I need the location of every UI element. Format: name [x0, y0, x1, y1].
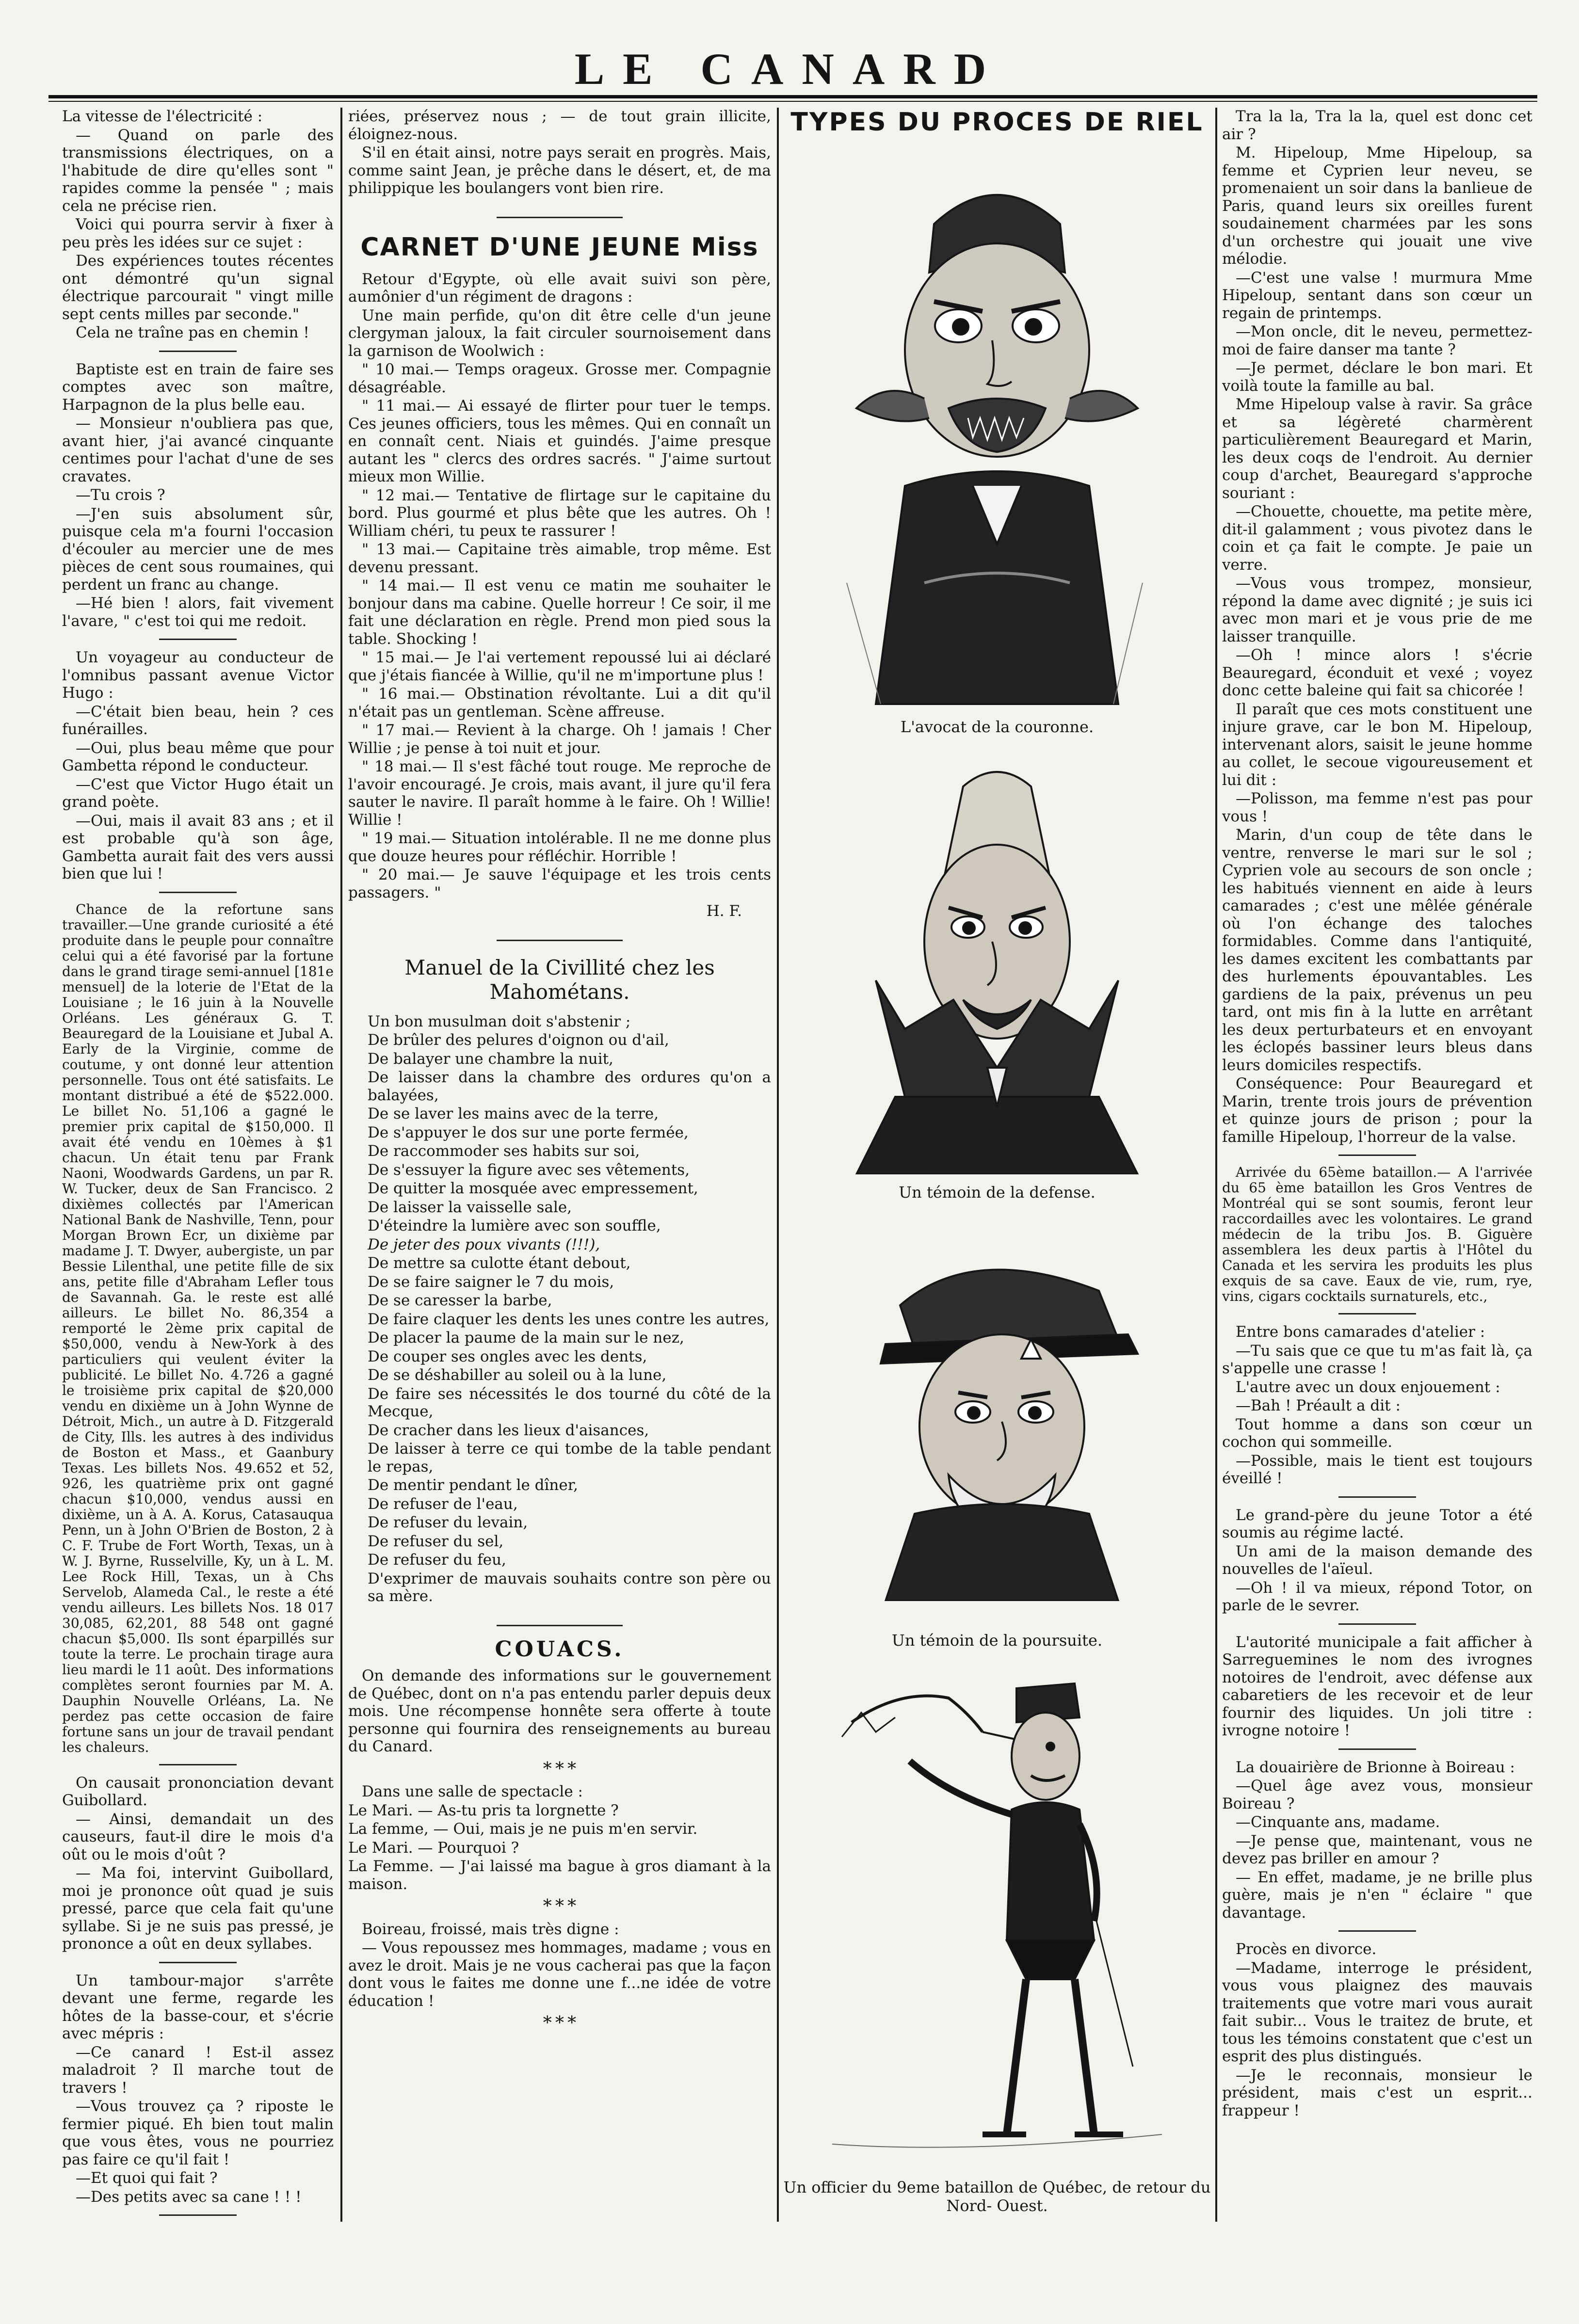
manuel-rule: De jeter des poux vivants (!!!),	[368, 1235, 600, 1253]
article-paragraph: Un tambour-major s'arrête devant une ferme, regarde les hôtes de la basse-cour, et s'écrie avec mépris :	[62, 1971, 334, 2042]
manuel-list	[348, 1013, 771, 1605]
manuel-rule: De couper ses ongles avec les dents,	[368, 1347, 647, 1365]
manuel-rule: De s'appuyer le dos sur une porte fermée,	[368, 1123, 689, 1141]
divider	[1338, 1496, 1416, 1498]
article-paragraph: Un voyageur au conducteur de l'omnibus passant avenue Victor Hugo :	[62, 649, 334, 702]
stars-separator: * * *	[543, 1896, 577, 1916]
article-paragraph: Il paraît que ces mots constituent une injure grave, car le bon M. Hipeloup, intervenant alors, saisit le jeune homme au collet, le secoue vigoureusement et lui dit :	[1222, 700, 1532, 789]
divider	[159, 892, 237, 893]
divider	[159, 1764, 237, 1765]
manuel-rule: De se laver les mains avec de la terre,	[368, 1105, 659, 1122]
carnet-signature: H. F.	[706, 902, 742, 920]
article-paragraph: —Possible, mais le tient est toujours éveillé !	[1222, 1452, 1532, 1487]
caption-prosecution-witness: Un témoin de la poursuite.	[891, 1631, 1103, 1650]
article-paragraph: —Tu sais que ce que tu m'as fait là, ça s'appelle une crasse !	[1222, 1342, 1532, 1377]
manuel-rule: De mettre sa culotte étant debout,	[368, 1254, 631, 1272]
article-paragraph: —Oui, mais il avait 83 ans ; et il est probable qu'à son âge, Gambetta aurait fait des vers aussi bien que lui !	[62, 812, 334, 882]
article-paragraph: —Et quoi qui fait ?	[76, 2169, 218, 2187]
masthead: LE CANARD	[574, 44, 1005, 94]
article-paragraph: —Bah ! Préault a dit :	[1236, 1397, 1401, 1414]
manuel-rule: De brûler des pelures d'oignon ou d'ail,	[368, 1031, 669, 1049]
article-paragraph: —Ce canard ! Est-il assez maladroit ? Il marche tout de travers !	[62, 2043, 334, 2097]
column-divider	[1215, 108, 1217, 2222]
divider	[1338, 1154, 1416, 1156]
article-paragraph: —C'est que Victor Hugo était un grand poète.	[62, 775, 334, 811]
article-paragraph: L'autre avec un doux enjouement :	[1236, 1378, 1500, 1396]
article-paragraph: M. Hipeloup, Mme Hipeloup, sa femme et Cyprien leur neveu, se promenaient un soir dans la banlieue de Paris, quand leurs six oreilles furent soudainement charmées par les sons d'un orchestre qui jouait une vive mélodie.	[1222, 144, 1532, 268]
article-paragraph: La vitesse de l'électricité :	[62, 108, 263, 125]
manuel-rule: De s'essuyer la figure avec ses vêtements,	[368, 1161, 690, 1179]
article-paragraph: —Oui, plus beau même que pour Gambetta répond le conducteur.	[62, 739, 334, 774]
article-paragraph: —Vous trouvez ça ? riposte le fermier piqué. Eh bien tout malin que vous êtes, vous ne pourriez pas faire ce qu'il fait !	[62, 2098, 334, 2168]
carnet-entry: " 15 mai.— Je l'ai vertement repoussé lui ai déclaré que j'étais fiancée à Willie, qu'il ne m'importune plus !	[348, 649, 771, 684]
article-paragraph: Le grand-père du jeune Totor a été soumis au régime lacté.	[1222, 1506, 1532, 1541]
manuel-rule: Un bon musulman doit s'abstenir ;	[368, 1012, 631, 1030]
divider	[497, 940, 623, 941]
manuel-rule: De quitter la mosquée avec empressement,	[368, 1180, 698, 1197]
caricature-defense-witness	[782, 757, 1212, 1174]
article-paragraph: Tout homme a dans son cœur un cochon qui sommeille.	[1222, 1415, 1532, 1451]
article-paragraph: L'autorité municipale a fait afficher à Sarreguemines le nom des ivrognes notoires de l'endroit, avec défense aux cabaretiers de les recevoir et de leur fournir des liquides. Un joli titre : ivrogne notoire !	[1222, 1633, 1532, 1739]
article-paragraph: Marin, d'un coup de tête dans le ventre, renverse le mari sur le sol ; Cyprien vole au secours de son oncle ; les habitués viennent en aide à leurs camarades ; c'est une mêlée générale où l'on échange des taloches formidables. Comme dans l'antiquité, les dames excitent les combattants par des hurlements épouvantables. Les gardiens de la paix, prévenus un peu tard, ont mis fin à la lutte en arrêtant les deux perturbateurs et en envoyant les éclopés bassiner leurs bleus dans leurs domiciles respectifs.	[1222, 826, 1532, 1074]
article-paragraph: Arrivée du 65ème bataillon.— A l'arrivée du 65 ème bataillon les Gros Ventres de Montréal qui se sont soumis, feront leur raccordailles avec les volontaires. Le grand médecin de la tribu Jos. B. Giguère assemblera les deux partis à l'Hôtel du Canada et les servira les produits les plus exquis de sa cave. Eaux de vie, rum, rye, vins, cigars cocktails surnaturels, etc.,	[1222, 1164, 1532, 1304]
article-paragraph: Voici qui pourra servir à fixer à peu près les idées sur ce sujet :	[62, 216, 334, 251]
article-paragraph: Chance de la refortune sans travailler.—Une grande curiosité a été produite dans le peuple pour connaître celui qui a été favorisé par la fortune dans le grand tirage semi-annuel [181e mensuel] de la loterie de l'Etat de la Louisiane ; le 16 juin à la Nouvelle Orléans. Les généraux G. T. Beauregard de la Louisiane et Jubal A. Early de la Virginie, comme de coutume, y ont donné leur attention personnelle. Tous ont été satisfaits. Le montant distribué a été de $522.000. Le billet No. 51,106 a gagné le premier prix capital de $150,000. Il avait été vendu en 10èmes à $1 chacun. Un était tenu par Frank Naoni, Woodwards Gardens, un par R. W. Tucker, deux de San Francisco. 2 dixièmes collectés par l'American National Bank de Nashville, Tenn, pour Morgan Brown Ecr, un dixième par madame J. T. Dwyer, aubergiste, un par Bessie Lilenthal, une petite fille de six ans, petite fille d'Abraham Lefler tous de Savannah. Ga. le reste est allé ailleurs. Le billet No. 86,354 a remporté le 2ème prix capital de $50,000, vendu à New-York à des particuliers qui veulent éviter la publicité. Le billet No. 4.726 a gagné le troisième prix capital de $20,000 vendu en dixième un à John Wynne de Détroit, Mich., un autre à D. Fitzgerald de City, Ills. les autres à des individus de Boston et Mass., et Gaanbury Texas. Les billets Nos. 49.652 et 52, 926, les quatrième prix ont gagné chacun $10,000, vendus aussi en dixième, un à A. A. Korus, Catasauqua Penn, un à John O'Brien de Boston, 2 à C. F. Trube de Fort Worth, Texas, un à W. J. Byrne, Russelville, Ky, un à L. M. Lee Rock Hill, Texas, un à Chs Servelob, Alameda Cal., le reste a été vendu ailleurs. Les billets Nos. 18 017 30,085, 62,201, 88 548 ont gagné chacun $5,000. Ils sont éparpillés sur toute la terre. Le prochain tirage aura lieu mardi le 11 août. Des informations complètes seront fournies par M. A. Dauphin Nouvelle Orléans, La. Ne perdez pas cette occasion de faire fortune sans un jour de travail pendant les chaleurs.	[62, 901, 334, 1755]
article-paragraph: —Quel âge avez vous, monsieur Boireau ?	[1222, 1777, 1532, 1812]
article-paragraph: — Monsieur n'oubliera pas que, avant hier, j'ai avancé cinquante centimes pour l'achat d'une de ses cravates.	[62, 415, 334, 485]
caricature-crown-lawyer	[782, 146, 1212, 709]
article-paragraph: —J'en suis absolument sûr, puisque cela m'a fourni l'occasion d'écouler au mercier une de mes pièces de cent sous roumaines, qui perdent un franc au change.	[62, 505, 334, 593]
manuel-rule: De placer la paume de la main sur le nez,	[368, 1329, 684, 1346]
caricature-prosecution-witness	[782, 1223, 1212, 1601]
couacs-title: COUACS.	[495, 1636, 625, 1662]
column-4	[1222, 108, 1532, 2222]
article-paragraph: — En effet, madame, je ne brille plus guère, mais je n'en " éclaire " que davantage.	[1222, 1868, 1532, 1922]
manuel-rule: De faire ses nécessités le dos tourné du côté de la Mecque,	[368, 1385, 771, 1420]
article-paragraph: —Tu crois ?	[76, 486, 165, 504]
article-paragraph: —Madame, interroge le président, vous vous plaignez des mauvais traitements que votre mari vous aurait fait subir... Vous le traitez de brute, et tous les témoins constatent que c'est un esprit des plus distingués.	[1222, 1959, 1532, 2065]
article-paragraph: —Oh ! il va mieux, répond Totor, on parle de le sevrer.	[1222, 1579, 1532, 1614]
couacs-line: Boireau, froissé, mais très digne :	[362, 1920, 619, 1938]
carnet-entry: " 16 mai.— Obstination révoltante. Lui a dit qu'il n'était pas un gentleman. Scène affreuse.	[348, 685, 771, 721]
divider	[1338, 1930, 1416, 1932]
stars-separator: * * *	[543, 2013, 577, 2033]
manuel-rule: De refuser du feu,	[368, 1551, 506, 1569]
manuel-rule: D'éteindre la lumière avec son souffle,	[368, 1217, 661, 1234]
defense-witness-illustration	[827, 757, 1167, 1174]
divider	[159, 2214, 237, 2216]
couacs-line: La Femme. — J'ai laissé ma bague à gros diamant à la maison.	[348, 1858, 771, 1893]
manuel-rule: De laisser dans la chambre des ordures qu'on a balayées,	[368, 1069, 771, 1104]
column-divider	[777, 108, 779, 2222]
caption-defense-witness: Un témoin de la defense.	[899, 1183, 1096, 1202]
manuel-rule: De se faire saigner le 7 du mois,	[368, 1273, 614, 1291]
manuel-rule: De refuser de l'eau,	[368, 1495, 518, 1513]
stars-separator: * * *	[543, 1759, 577, 1779]
article-paragraph: Des expériences toutes récentes ont démontré qu'un signal électrique parcourait " vingt mille sept cents milles par seconde."	[62, 252, 334, 323]
caricature-title: TYPES DU PROCES DE RIEL	[790, 108, 1204, 137]
divider	[159, 639, 237, 640]
manuel-rule: De mentir pendant le dîner,	[368, 1476, 579, 1494]
manuel-title: Manuel de la Civillité chez les Mahométans.	[404, 955, 715, 1004]
caption-crown-lawyer: L'avocat de la couronne.	[900, 718, 1094, 736]
article-paragraph: — Ainsi, demandait un des causeurs, faut-il dire le mois d'a oût ou le mois d'oût ?	[62, 1810, 334, 1863]
article-paragraph: —Polisson, ma femme n'est pas pour vous !	[1222, 790, 1532, 825]
couacs-line: La femme, — Oui, mais je ne puis m'en servir.	[348, 1820, 698, 1838]
crown-lawyer-illustration	[827, 146, 1167, 709]
divider	[1338, 1313, 1416, 1314]
article-paragraph: —Des petits avec sa cane ! ! !	[76, 2188, 302, 2206]
divider	[159, 1962, 237, 1963]
manuel-rule: De balayer une chambre la nuit,	[368, 1050, 613, 1068]
carnet-entry: " 11 mai.— Ai essayé de flirter pour tuer le temps. Ces jeunes officiers, tous les mêmes. Qui en connaît un en connaît cent. Niais et guindés. J'aime presque autant les " clercs des ordres sacrés. " J'aime surtout mieux mon Willie.	[348, 397, 771, 485]
manuel-rule: De refuser du levain,	[368, 1514, 528, 1531]
article-paragraph: Un ami de la maison demande des nouvelles de l'aïeul.	[1222, 1542, 1532, 1578]
manuel-rule: De se déshabiller au soleil ou à la lune,	[368, 1366, 667, 1384]
couacs-boireau	[348, 1921, 771, 2010]
manuel-rule: De raccommoder ses habits sur soi,	[368, 1142, 640, 1160]
carnet-body	[348, 271, 771, 902]
carnet-entry: " 12 mai.— Tentative de flirtage sur le capitaine du bord. Plus gourmé et plus bête que les autres. Oh ! William chéri, tu peux te rassurer !	[348, 486, 771, 540]
top-rule-thick	[48, 95, 1537, 98]
article-paragraph: —C'est une valse ! murmura Mme Hipeloup, sentant dans son cœur un regain de printemps.	[1222, 269, 1532, 322]
couacs-paragraph: On demande des informations sur le gouvernement de Québec, dont on n'a pas entendu parler depuis deux mois. Une récompense honnête sera offerte à toute personne qui fournira des renseignements au bureau du Canard.	[348, 1667, 771, 1755]
carnet-entry: Retour d'Egypte, où elle avait suivi son père, aumônier d'un régiment de dragons :	[348, 270, 771, 305]
intro-paragraph: S'il en était ainsi, notre pays serait en progrès. Mais, comme saint Jean, je prêche dans le désert, et, de ma philippique les boulangers vont bien rire.	[348, 144, 771, 197]
carnet-entry: " 14 mai.— Il est venu ce matin me souhaiter le bonjour dans ma cabine. Quelle horreur ! Ce soir, il me fait une déclaration en règle. Prend mon pied sous la table. Shocking !	[348, 577, 771, 648]
article-paragraph: Tra la la, Tra la la, quel est donc cet air ?	[1222, 108, 1532, 143]
caption-officer: Un officier du 9eme bataillon de Québec, de retour du Nord- Ouest.	[783, 2178, 1211, 2215]
manuel-rule: De refuser du sel,	[368, 1532, 504, 1550]
carnet-entry: " 20 mai.— Je sauve l'équipage et les trois cents passagers. "	[348, 866, 771, 901]
article-paragraph: On causait prononciation devant Guibollard.	[62, 1774, 334, 1809]
article-paragraph: —Oh ! mince alors ! s'écrie Beauregard, éconduit et vexé ; voyez donc cette baleine qui fait sa chicorée !	[1222, 646, 1532, 699]
couacs-line: — Vous repoussez mes hommages, madame ; vous en avez le droit. Mais je ne vous cacherai pas que la façon dont vous le faites me donne une f...ne idée de votre éducation !	[348, 1939, 771, 2010]
divider	[497, 1625, 623, 1626]
carnet-entry: " 19 mai.— Situation intolérable. Il ne me donne plus que douze heures pour réfléchir. Horrible !	[348, 830, 771, 865]
article-paragraph: —Je permet, déclare le bon mari. Et voilà toute la famille au bal.	[1222, 359, 1532, 395]
article-paragraph: Procès en divorce.	[1236, 1940, 1377, 1958]
manuel-rule: D'exprimer de mauvais souhaits contre son père ou sa mère.	[368, 1570, 771, 1605]
column-divider	[340, 108, 342, 2222]
column-1	[62, 108, 334, 2222]
couacs-line: Le Mari. — As-tu pris ta lorgnette ?	[348, 1801, 619, 1819]
article-paragraph: Conséquence: Pour Beauregard et Marin, trente trois jours de prévention et quinze jours de prison ; pour la famille Hipeloup, l'horreur de la valse.	[1222, 1075, 1532, 1146]
couacs-dialogue	[348, 1783, 771, 1893]
column-2	[348, 108, 771, 2222]
manuel-rule: De faire claquer les dents les unes contre les autres,	[368, 1310, 770, 1328]
intro-paragraph: riées, préservez nous ; — de tout grain illicite, éloignez-nous.	[348, 108, 771, 143]
article-paragraph: — Ma foi, intervint Guibollard, moi je prononce oût quad je suis pressé, parce que cela fait qu'une syllabe. Si je ne suis pas pressé, je prononce a oût en deux syllabes.	[62, 1864, 334, 1953]
article-paragraph: —Chouette, chouette, ma petite mère, dit-il galamment ; vous pivotez dans le coin et ça fait le compte. Je paie un verre.	[1222, 503, 1532, 574]
article-paragraph: —Hé bien ! alors, fait vivement l'avare, " c'est toi qui me redoit.	[62, 594, 334, 630]
article-paragraph: —C'était bien beau, hein ? ces funérailles.	[62, 703, 334, 738]
manuel-rule: De se caresser la barbe,	[368, 1292, 552, 1309]
article-paragraph: —Je pense que, maintenant, vous ne devez pas briller en amour ?	[1222, 1832, 1532, 1867]
article-paragraph: Entre bons camarades d'atelier :	[1236, 1323, 1485, 1341]
divider	[159, 351, 237, 352]
divider	[1338, 1623, 1416, 1625]
article-paragraph: Baptiste est en train de faire ses comptes avec son maître, Harpagnon de la plus belle eau.	[62, 360, 334, 414]
carnet-title: CARNET D'UNE JEUNE Miss	[360, 232, 759, 262]
couacs-line: Le Mari. — Pourquoi ?	[348, 1839, 519, 1857]
carnet-entry: Une main perfide, qu'on dit être celle d'un jeune clergyman jaloux, la fait circuler sournoisement dans la garnison de Woolwich :	[348, 306, 771, 360]
manuel-rule: De laisser la vaisselle sale,	[368, 1198, 572, 1216]
article-paragraph: —Vous vous trompez, monsieur, répond la dame avec dignité ; je suis ici avec mon mari et je vous prie de me laisser tranquille.	[1222, 575, 1532, 645]
article-paragraph: —Cinquante ans, madame.	[1236, 1813, 1440, 1831]
officer-illustration	[822, 1669, 1172, 2178]
top-rule-thin	[48, 101, 1537, 102]
divider	[497, 217, 623, 218]
manuel-rule: De cracher dans les lieux d'aisances,	[368, 1421, 649, 1439]
caricature-column	[782, 108, 1212, 2222]
article-paragraph: — Quand on parle des transmissions électriques, on a l'habitude de dire qu'elles sont " rapides comme la pensée " ; mais cela ne précise rien.	[62, 126, 334, 215]
couacs-line: Dans une salle de spectacle :	[362, 1783, 583, 1800]
carnet-entry: " 17 mai.— Revient à la charge. Oh ! jamais ! Cher Willie ; je pense à toi nuit et jour.	[348, 721, 771, 757]
divider	[1338, 1748, 1416, 1750]
carnet-entry: " 18 mai.— Il s'est fâché tout rouge. Me reproche de l'avoir encouragé. Je crois, mais avant, il jure qu'il fera sauter le navire. Il paraît homme à le faire. Oh ! Willie! Willie !	[348, 758, 771, 829]
caricature-officer	[782, 1669, 1212, 2178]
article-paragraph: —Mon oncle, dit le neveu, permettez-moi de faire danser ma tante ?	[1222, 323, 1532, 358]
article-paragraph: —Je le reconnais, monsieur le président, mais c'est un esprit... frappeur !	[1222, 2066, 1532, 2119]
article-paragraph: Mme Hipeloup valse à ravir. Sa grâce et sa légèreté charmèrent particulièrement Beauregard et Marin, les deux coqs de l'endroit. Au dernier coup d'archet, Beauregard s'approche souriant :	[1222, 396, 1532, 502]
prosecution-witness-illustration	[827, 1223, 1167, 1601]
article-paragraph: Cela ne traîne pas en chemin !	[76, 324, 309, 341]
carnet-entry: " 10 mai.— Temps orageux. Grosse mer. Compagnie désagréable.	[348, 361, 771, 396]
article-paragraph: La douairière de Brionne à Boireau :	[1236, 1758, 1515, 1776]
manuel-rule: De laisser à terre ce qui tombe de la table pendant le repas,	[368, 1440, 771, 1475]
carnet-entry: " 13 mai.— Capitaine très aimable, trop même. Est devenu pressant.	[348, 541, 771, 576]
